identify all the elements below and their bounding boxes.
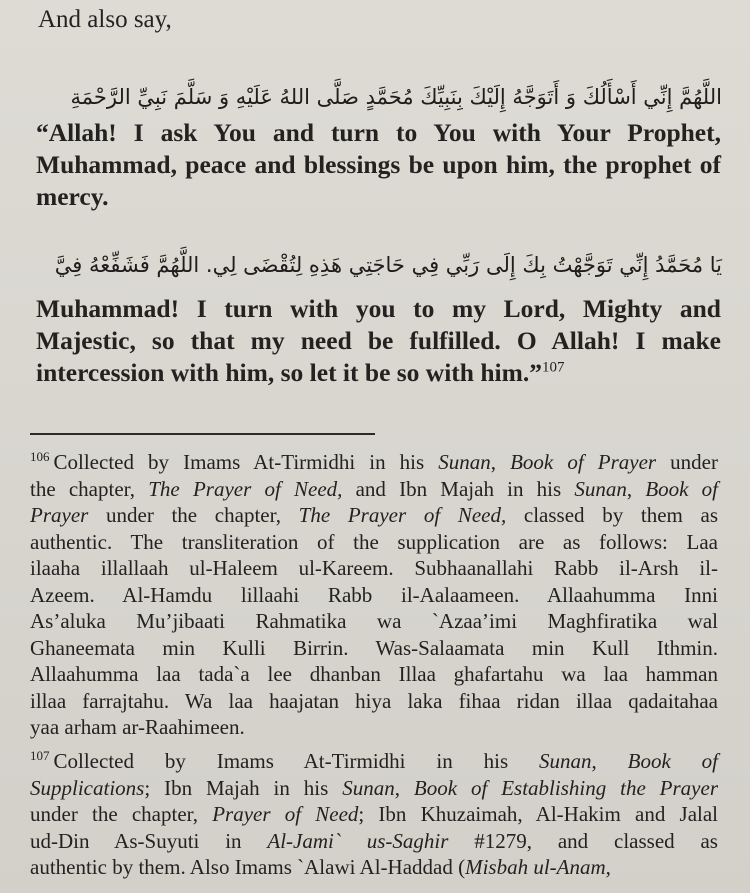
footnote-106-line: Ghaneemata min Kulli Birrin. Was-Salaamata min Kull Ithmin. <box>30 635 718 660</box>
footnote-107-line: Supplications; Ibn Majah in his Sunan, Book of Establishing the Prayer <box>30 775 718 800</box>
footnote-106-line: Allaahumma laa tada`a lee dhanban Illaa ghafartahu wa laa hamman <box>30 662 718 686</box>
translation-paragraph-1: “Allah! I ask You and turn to You with Your Prophet, Muhammad, peace and blessings be upon him, the prophet of mercy. <box>36 118 721 211</box>
footnote-107-line: under the chapter, Prayer of Need; Ibn Khuzaimah, Al-Hakim and Jalal <box>30 802 719 826</box>
footnote-107-line: $^{107}$ Collected by Imams At-Tirmidhi in his Sunan, Book of <box>30 748 719 773</box>
arabic-supplication-2: يَا مُحَمَّدُ إِنِّي تَوَجَّهْتُ بِكَ إِلَى رَبِّي فِي حَاجَتِي هَذِهِ لِتُقْضَى لِي. اللَّهُمَّ فَشَفِّعْهُ فِيَّ <box>54 253 722 277</box>
footnote-106-body <box>30 449 718 741</box>
translation-paragraph-2 <box>36 293 721 389</box>
footnote-107-line: ud-Din As-Suyuti in Al-Jami` us-Saghir #1279, and classed as <box>30 828 718 853</box>
footnote-106-line: illaa farrajtahu. Wa laa haajatan hiya laka fihaa ridan illaa qadaitahaa <box>30 688 718 713</box>
intro-text: And also say, <box>38 6 172 33</box>
footnote-107-line: authentic by them. Also Imams `Alawi Al-Haddad (Misbah ul-Anam, <box>30 855 611 879</box>
translation-2-text: Muhammad! I turn with you to my Lord, Mighty and Majestic, so that my need be fulfilled. O Allah! I make intercession with him, so let it be so with him.” <box>36 294 721 387</box>
footnote-106-line: ilaaha illallaah ul-Haleem ul-Kareem. Subhaanallahi Rabb il-Arsh il- <box>30 556 718 580</box>
footnote-107-number: 107 <box>30 748 50 763</box>
footnote-106-number: 106 <box>30 449 50 464</box>
footnote-106-line: the chapter, The Prayer of Need, and Ibn Majah in his Sunan, Book of <box>30 476 719 501</box>
footnote-106-line: authentic. The transliteration of the supplication are as follows: Laa <box>30 529 718 554</box>
footnote-106-line: Prayer under the chapter, The Prayer of Need, classed by them as <box>30 503 719 527</box>
arabic-supplication-1: اللَّهُمَّ إِنِّي أَسْأَلُكَ وَ أَتَوَجَّهُ إِلَيْكَ بِنَبِيِّكَ مُحَمَّدٍ صَلَّى اللهُ عَلَيْهِ وَ سَلَّمَ نَبِيِّ الرَّحْمَةِ <box>70 85 722 109</box>
footnote-106 <box>30 449 718 741</box>
footnote-reference-107[interactable]: 107 <box>542 359 565 376</box>
footnote-106-line: Azeem. Al-Hamdu lillaahi Rabb il-Aalaameen. Allaahumma Inni <box>30 582 718 607</box>
footnote-106-line: As’aluka Mu’jibaati Rahmatika wa `Azaa’imi Maghfiratika wal <box>30 609 718 633</box>
footnote-106-line: yaa arham ar-Raahimeen. <box>30 715 245 739</box>
footnote-107-body <box>30 748 718 881</box>
footnote-106-line: $^{106}$ Collected by Imams At-Tirmidhi in his Sunan, Book of Prayer under <box>30 449 718 474</box>
footnote-107 <box>30 748 718 881</box>
footnote-divider <box>30 433 375 435</box>
